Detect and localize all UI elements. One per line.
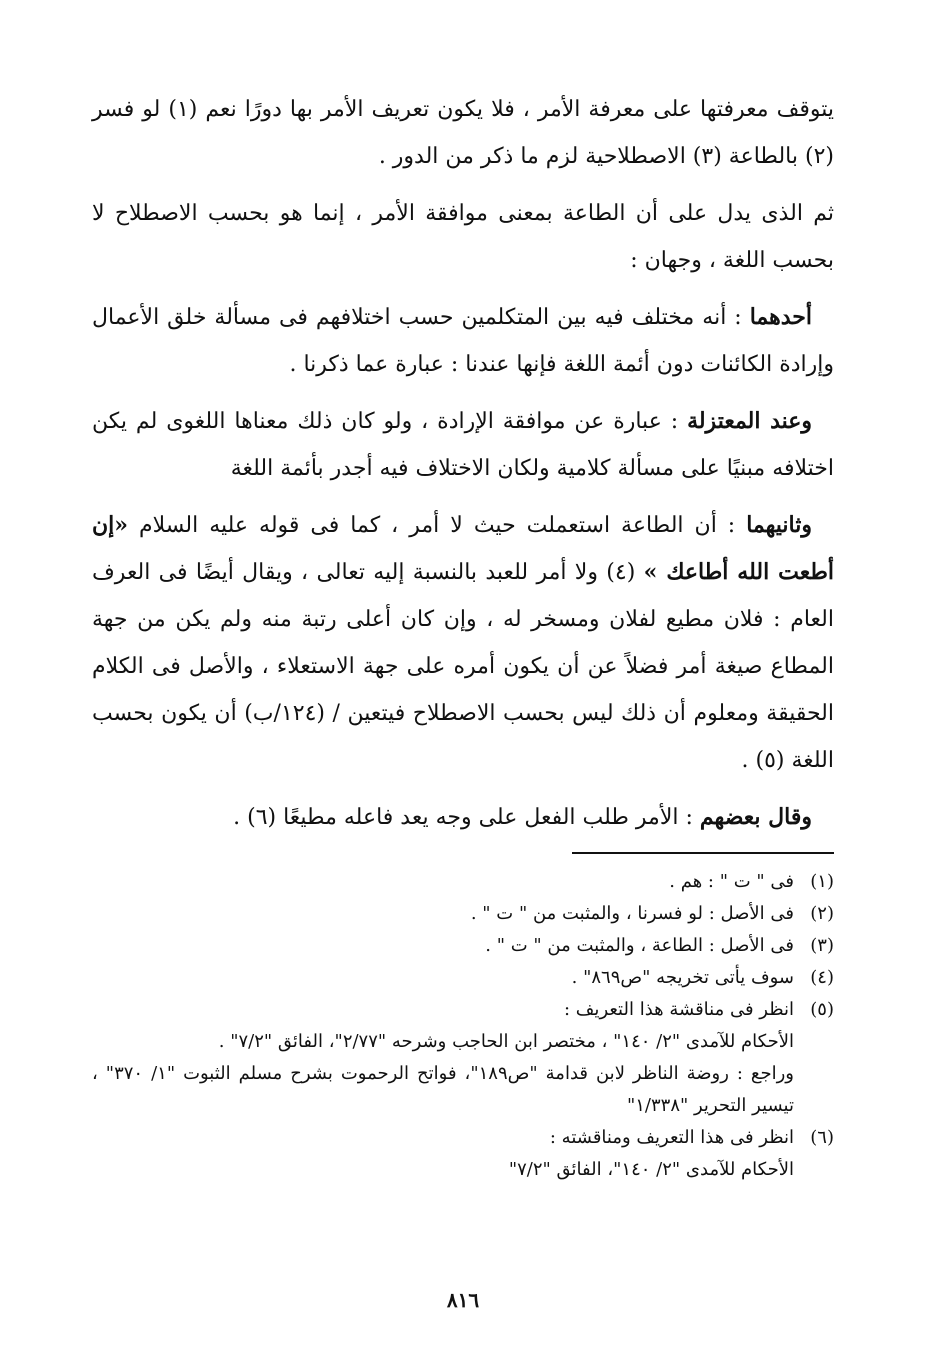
footnote-text: فى الأصل : لو فسرنا ، والمثبت من " ت " . <box>470 903 794 924</box>
paragraph-lead: وعند المعتزلة <box>687 408 813 434</box>
footnote-5-source-1: الأحكام للآمدى "٢/ ١٤٠" ، مختصر ابن الحاجب وشرحه "٢/٧٧"، الفائق "٧/٢" . <box>218 1031 794 1052</box>
footnote-number: (٣) <box>810 935 834 956</box>
footnote-text: انظر فى هذا التعريف ومناقشته : <box>549 1127 794 1148</box>
page-number: ٨١٦ <box>446 1288 480 1312</box>
paragraph-5: وثانيهما : أن الطاعة استعملت حيث لا أمر ، كما فى قوله عليه السلام «إن أطعت الله أطاعك » (٤) ولا أمر للعبد بالنسبة إليه تعالى ، ويقال أيضًا فى العرف العام : فلان مطيع لفلان ومسخر له ، وإن كان أعلى رتبة منه ولم يكن من جهة المطاع صيغة أمر فضلاً عن أن يكون أمره على جهة الاستعلاء ، والأصل فى الكلام الحقيقة ومعلوم أن ذلك ليس بحسب الاصطلاح فيتعين / (١٢٤/ب) أن يكون بحسب اللغة (٥) . <box>92 512 834 773</box>
footnote-text: سوف يأتى تخريجه "ص٨٦٩" . <box>571 967 794 988</box>
footnote-number: (٤) <box>810 967 834 988</box>
paragraph-lead: أحدهما <box>749 304 812 330</box>
footnote-number: (١) <box>810 871 834 892</box>
footnote-5-source-2: وراجع : روضة الناظر لابن قدامة "ص١٨٩"، فواتح الرحموت بشرح مسلم الثبوت "١/ ٣٧٠" ، تيسير التحرير "١/٣٣٨" <box>92 1063 794 1116</box>
paragraph-4: وعند المعتزلة : عبارة عن موافقة الإرادة ، ولو كان ذلك معناها اللغوى لم يكن اختلافه مبنيًا على مسألة كلامية ولكان الاختلاف فيه أجدر بأئمة اللغة <box>92 408 834 481</box>
footnote-3 <box>92 930 834 962</box>
footnote-number: (٢) <box>810 903 834 924</box>
paragraph-1: يتوقف معرفتها على معرفة الأمر ، فلا يكون تعريف الأمر بها دورًا نعم (١) لو فسر (٢) بالطاعة (٣) الاصطلاحية لزم ما ذكر من الدور . <box>92 97 834 169</box>
paragraph-3: أحدهما : أنه مختلف فيه بين المتكلمين حسب اختلافهم فى مسألة خلق الأعمال وإرادة الكائنات دون أئمة اللغة فإنها عندنا : عبارة عما ذكرنا . <box>92 304 834 377</box>
paragraph-lead: وثانيهما <box>746 512 812 538</box>
footnote-4 <box>92 962 834 994</box>
paragraph-6: وقال بعضهم : الأمر طلب الفعل على وجه يعد فاعله مطيعًا (٦) . <box>233 804 812 830</box>
main-text <box>92 86 834 851</box>
hadith-quote: «إن أطعت الله أطاعك » <box>92 512 834 585</box>
footnote-number: (٥) <box>810 999 834 1020</box>
footnotes <box>92 866 834 1186</box>
paragraph-lead: وقال بعضهم <box>699 804 812 830</box>
footnote-6-source-1: الأحكام للآمدى "٢/ ١٤٠"، الفائق "٧/٢" <box>508 1159 794 1180</box>
footnote-number: (٦) <box>810 1127 834 1148</box>
footnote-divider <box>572 852 834 854</box>
footnote-text: فى الأصل : الطاعة ، والمثبت من " ت " . <box>485 935 794 956</box>
footnote-2 <box>92 898 834 930</box>
footnote-5 <box>92 994 834 1026</box>
paragraph-2: ثم الذى يدل على أن الطاعة بمعنى موافقة الأمر ، إنما هو بحسب الاصطلاح لا بحسب اللغة ، وجهان : <box>92 201 834 273</box>
footnote-6 <box>92 1122 834 1154</box>
footnote-text: فى " ت " : هم . <box>669 871 794 892</box>
footnote-text: انظر فى مناقشة هذا التعريف : <box>564 999 794 1020</box>
footnote-1 <box>92 866 834 898</box>
